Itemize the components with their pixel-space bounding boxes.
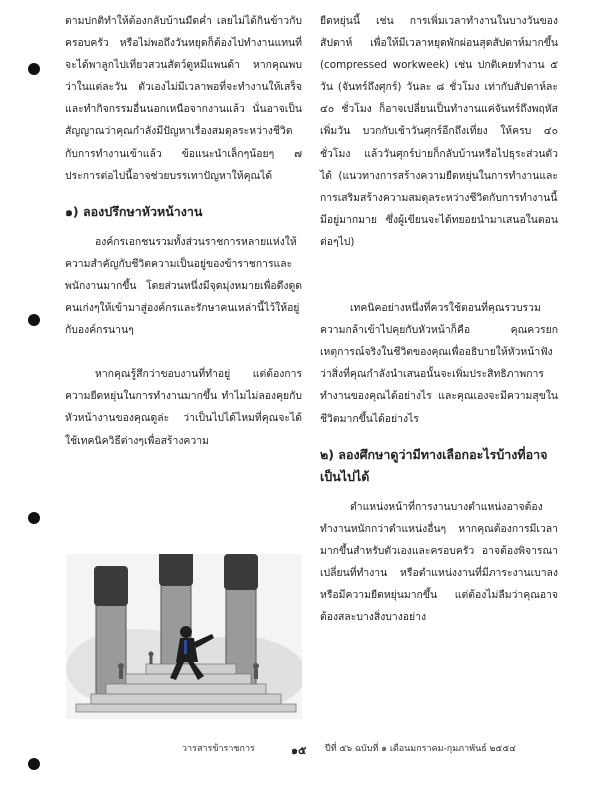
intro-paragraph: ตามปกติทำให้ต้องกลับบ้านมืดค่ำ เลยไม่ได้กินข้าวกับครอบครัว หรือไม่พอถึงวันหยุดก็ต้องไปทำงานแทนที่จะได้พาลูกไปเที่ยวสวนสัตว์ดูหมีแพนด้า หากคุณพบว่าในแต่ละวัน ตัวเองไม่มีเวลาพอที่จะทำงานให้เสร็จและทำกิจกรรมอื่นนอกเหนือจากงานแล้ว นั่นอาจเป็นสัญญาณว่าคุณกำลังมีปัญหาเรื่องสมดุลระหว่างชีวิตกับการทำงานเข้าแล้ว ข้อแนะนำเล็กๆน้อยๆ ๗ ประการต่อไปนี้อาจช่วยบรรเทาปัญหาให้คุณได้ (65, 15, 302, 182)
binder-hole-middle-lower (28, 512, 40, 524)
footer-issue-info: ปีที่ ๕๖ ฉบับที่ ๑ เดือนมกราคม-กุมภาพันธ์ ๒๕๕๔ (325, 744, 516, 754)
binder-hole-top (28, 63, 40, 75)
technique-paragraph: เทคนิคอย่างหนึ่งที่ควรใช้ตอนที่คุณรวบรวมความกล้าเข้าไปคุยกับหัวหน้าก็คือ คุณควรยกเหตุการณ์จริงในชีวิตของคุณเพื่ออธิบายให้หัวหน้าฟัง ว่าสิ่งที่คุณกำลังนำเสนอนั้นจะเพิ่มประสิทธิภาพการทำงานของคุณได้อย่างไร และคุณเองจะมีความสุขในชีวิตมากขึ้นได้อย่างไร (320, 302, 558, 425)
page-number: ๑๕ (291, 744, 307, 757)
binder-hole-bottom (28, 758, 40, 770)
left-column (65, 10, 302, 452)
right-column (320, 10, 558, 628)
illustration-escher-stairs (66, 554, 302, 719)
section-2-paragraph: ตำแหน่งหน้าที่การงานบางตำแหน่งอาจต้องทำงานหนักกว่าตำแหน่งอื่นๆ หากคุณต้องการมีเวลามากขึ้นสำหรับตัวเองและครอบครัว อาจต้องพิจารณาเปลี่ยนที่ทำงาน หรือตำแหน่งงานที่มีภาระงานเบาลงหรือมีความยืดหยุ่นมากขึ้น แต่ต้องไม่ลืมว่าคุณอาจต้องสละบางสิ่งบางอย่าง (320, 500, 558, 624)
footer-journal-name: วารสารข้าราชการ (182, 744, 255, 754)
continued-paragraph: ยืดหยุ่นนี้ เช่น การเพิ่มเวลาทำงานในบางวันของสัปดาห์ เพื่อให้มีเวลาหยุดพักผ่อนสุดสัปดาห์มากขึ้น (compressed workweek) เช่น ปกติเคยทำงาน ๕ วัน (จันทร์ถึงศุกร์) วันละ ๘ ชั่วโมง เท่ากับสัปดาห์ละ ๔๐ ชั่วโมง ก็อาจเปลี่ยนเป็นทำงานแค่จันทร์ถึงพฤหัสเพิ่มวัน บวกกับเช้าวันศุกร์อีกถึงเที่ยง ให้ครบ ๔๐ ชั่วโมง แล้ววันศุกร์บ่ายก็กลับบ้านหรือไปธุระส่วนตัวได้ (แนวทางการสร้างความยืดหยุ่นในการทำงานและการเสริมสร้างความสมดุลระหว่างชีวิตกับการทำงานนี้มีอยู่มากมาย ซึ่งผู้เขียนจะได้ทยอยนำมาเสนอในตอนต่อๆไป) (320, 15, 558, 248)
section-1-heading: ๑) ลองปรึกษาหัวหน้างาน (65, 203, 203, 219)
section-1-paragraph-b: หากคุณรู้สึกว่าขอบงานที่ทำอยู่ แต่ต้องการความยืดหยุ่นในการทำงานมากขึ้น ทำไมไม่ลองคุยกับหัวหน้างานของคุณดูล่ะ ว่าเป็นไปได้ไหมที่คุณจะได้ใช้เทคนิควิธีต่างๆเพื่อสร้างความ (65, 368, 302, 447)
binder-hole-middle-upper (28, 314, 40, 326)
section-1-paragraph-a: องค์กรเอกชนรวมทั้งส่วนราชการหลายแห่งให้ความสำคัญกับชีวิตความเป็นอยู่ของข้าราชการและพนักงานมากขึ้น โดยส่วนหนึ่งมีจุดมุ่งหมายเพื่อดึงดูดคนเก่งๆให้เข้ามาสู่องค์กรและรักษาคนเหล่านี้ไว้ให้อยู่กับองค์กรนานๆ (65, 235, 302, 337)
section-2-heading: ๒) ลองศึกษาดูว่ามีทางเลือกอะไรบ้างที่อาจเป็นไปได้ (320, 446, 548, 484)
